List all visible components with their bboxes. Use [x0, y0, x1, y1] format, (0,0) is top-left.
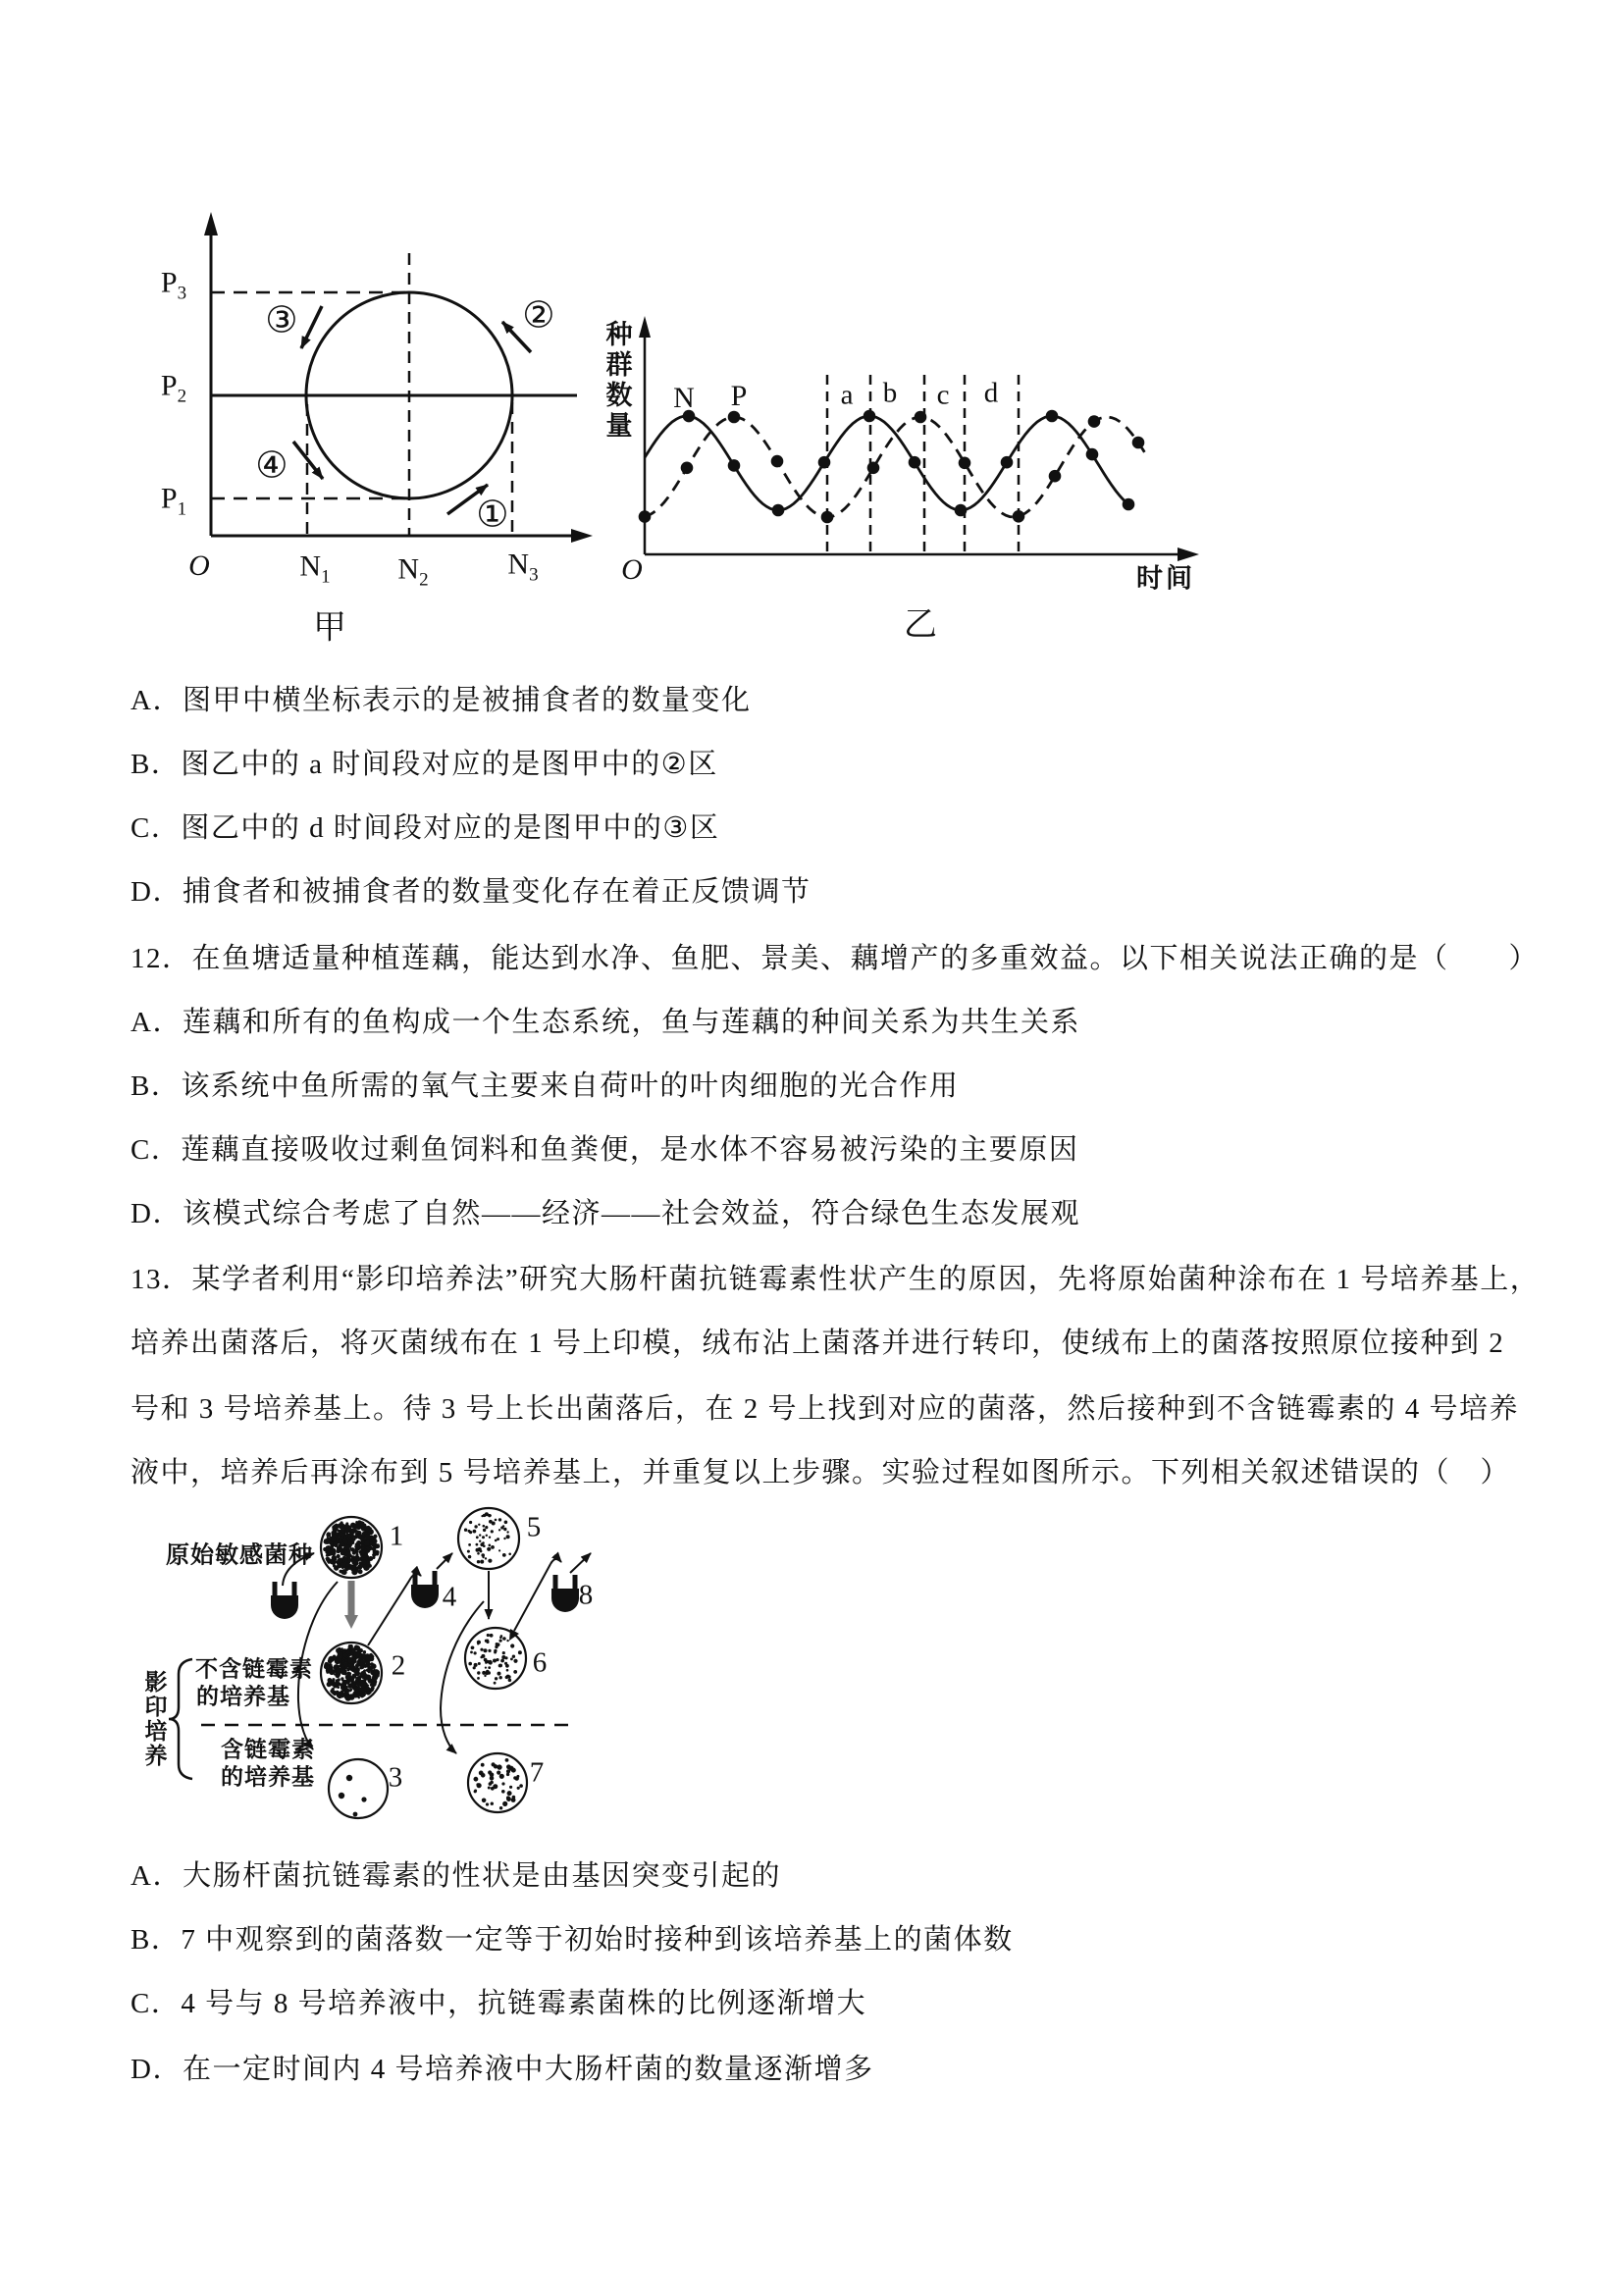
q11-option-c: C．图乙中的 d 时间段对应的是图甲中的③区	[131, 812, 720, 844]
circled-3-region: ③	[265, 298, 298, 341]
tube-8-label: 8	[578, 1579, 594, 1611]
y-axis-label-yi: 种群数量	[602, 320, 632, 442]
circled-1-region: ①	[476, 493, 509, 536]
q13-option-d: D．在一定时间内 4 号培养液中大肠杆菌的数量逐渐增多	[131, 2054, 874, 2085]
segment-d-label: d	[983, 377, 999, 409]
medium-without-strep-line1: 不含链霉素	[195, 1656, 313, 1682]
plate-1-label: 1	[389, 1520, 404, 1552]
q13-stem-line-4: 液中，培养后再涂布到 5 号培养基上，并重复以上步骤。实验过程如图所示。下列相关叙述错误的（ ）	[131, 1457, 1511, 1488]
origin-label-jia: O	[188, 549, 210, 582]
tube-4	[411, 1571, 439, 1608]
q13-stem-line-3: 号和 3 号培养基上。待 3 号上长出菌落后，在 2 号上找到对应的菌落，然后接种到不含链霉素的 4 号培养	[131, 1393, 1520, 1425]
x-tick-n2: $N_2$	[397, 552, 429, 591]
q13-stem-line-1: 13．某学者利用“影印培养法”研究大肠杆菌抗链霉素性状产生的原因，先将原始菌种涂布在 1 号培养基上，	[131, 1264, 1541, 1295]
q12-option-c: C．莲藕直接吸收过剩鱼饲料和鱼粪便，是水体不容易被污染的主要原因	[131, 1134, 1079, 1166]
figure-yi-diagram	[599, 294, 1207, 633]
plate-7-label: 7	[529, 1756, 545, 1789]
tube-original-strain	[271, 1582, 298, 1619]
figure-yi-caption: 乙	[904, 606, 937, 644]
q12-stem: 12．在鱼塘适量种植莲藕，能达到水净、鱼肥、景美、藕增产的多重效益。以下相关说法正确的是（ ）	[131, 943, 1540, 974]
y-tick-p1: $P_1$	[160, 482, 187, 520]
x-axis-label-yi: 时间	[1136, 563, 1195, 594]
medium-with-strep-line1: 含链霉素	[221, 1737, 315, 1762]
segment-a-label: a	[840, 379, 854, 411]
medium-with-strep-line2: 的培养基	[221, 1764, 315, 1790]
q13-option-a: A．大肠杆菌抗链霉素的性状是由基因突变引起的	[131, 1860, 781, 1892]
circled-2-region: ②	[522, 293, 555, 337]
q12-option-a: A．莲藕和所有的鱼构成一个生态系统，鱼与莲藕的种间关系为共生关系	[131, 1007, 1080, 1038]
circled-4-region: ④	[255, 444, 288, 487]
q11-option-a: A．图甲中横坐标表示的是被捕食者的数量变化	[131, 685, 752, 716]
q13-option-c: C．4 号与 8 号培养液中，抗链霉素菌株的比例逐渐增大	[131, 1988, 867, 2019]
tube-8	[551, 1575, 579, 1612]
tube-4-label: 4	[442, 1581, 457, 1613]
replica-culture-label: 影印培养	[141, 1670, 167, 1768]
y-tick-p3: $P_3$	[160, 266, 187, 304]
plate-3-label: 3	[388, 1761, 403, 1794]
series-p-label: P	[730, 380, 748, 412]
source-strain-label: 原始敏感菌种	[166, 1542, 313, 1569]
x-tick-n3: $N_3$	[507, 548, 539, 586]
plate-6-label: 6	[532, 1646, 548, 1679]
origin-label-yi: O	[621, 553, 643, 586]
medium-without-strep-line2: 的培养基	[196, 1684, 290, 1709]
series-n-label: N	[673, 382, 695, 414]
segment-c-label: c	[936, 379, 950, 411]
q13-option-b: B．7 中观察到的菌落数一定等于初始时接种到该培养基上的菌体数	[131, 1924, 1014, 1956]
q11-option-b: B．图乙中的 a 时间段对应的是图甲中的②区	[131, 749, 718, 780]
y-tick-p2: $P_2$	[160, 369, 187, 407]
plate-5-label: 5	[526, 1511, 542, 1543]
q13-stem-line-2: 培养出菌落后，将灭菌绒布在 1 号上印模，绒布沾上菌落并进行转印，使绒布上的菌落按照原位接种到 2	[131, 1328, 1505, 1359]
figure-jia-caption: 甲	[313, 609, 346, 647]
q11-option-d: D．捕食者和被捕食者的数量变化存在着正反馈调节	[131, 876, 812, 908]
q12-option-b: B．该系统中鱼所需的氧气主要来自荷叶的叶肉细胞的光合作用	[131, 1070, 960, 1102]
segment-b-label: b	[882, 377, 898, 409]
plate-2-label: 2	[391, 1649, 406, 1682]
q12-option-d: D．该模式综合考虑了自然——经济——社会效益，符合绿色生态发展观	[131, 1198, 1080, 1229]
x-tick-n1: $N_1$	[299, 549, 331, 588]
